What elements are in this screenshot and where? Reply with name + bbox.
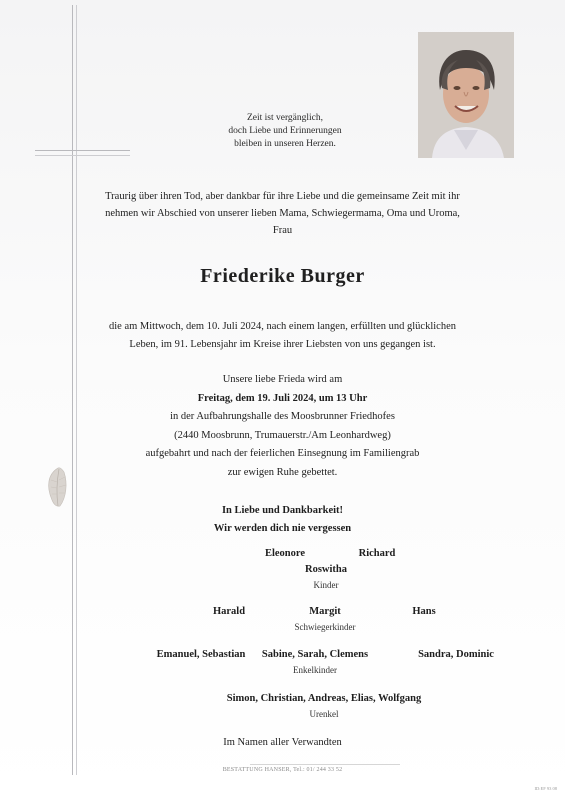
document-code: ID:EF 93 08 bbox=[534, 786, 557, 791]
relation-label: Urenkel bbox=[309, 709, 339, 719]
closing-words bbox=[0, 502, 565, 538]
signature-line: Im Namen aller Verwandten bbox=[223, 737, 342, 748]
mourner-name: Hans bbox=[412, 606, 436, 617]
portrait-photo bbox=[418, 32, 514, 158]
deceased-name: Friederike Burger bbox=[200, 265, 365, 287]
mourner-name: Emanuel, Sebastian bbox=[156, 649, 246, 660]
mourner-name: Margit bbox=[309, 606, 341, 617]
ceremony-info bbox=[0, 371, 565, 482]
closing-line: In Liebe und Dankbarkeit! bbox=[221, 505, 344, 516]
memorial-quote bbox=[195, 112, 375, 151]
mourner-name: Sandra, Dominic bbox=[418, 649, 494, 660]
intro-text: Traurig über ihren Tod, aber dankbar für ihre Liebe und die gemeinsame Zeit mit ihr nehmen wir Abschied von unserer lieben Mama, Schwiegermama, Oma und Uroma, Frau bbox=[105, 191, 460, 236]
mourner-name: Eleonore bbox=[264, 548, 306, 559]
closing-line: Wir werden dich nie vergessen bbox=[213, 523, 352, 534]
mourner-name: Sabine, Sarah, Clemens bbox=[261, 649, 369, 660]
ceremony-line: in der Aufbahrungshalle des Moosbrunner Friedhofes bbox=[170, 411, 395, 422]
footer-divider bbox=[250, 764, 400, 765]
ceremony-line: aufgebahrt und nach der feierlichen Einsegnung im Familiengrab bbox=[145, 448, 420, 459]
mourner-name: Simon, Christian, Andreas, Elias, Wolfgang bbox=[226, 693, 422, 704]
mourner-name: Roswitha bbox=[304, 564, 348, 575]
relation-label: Schwiegerkinder bbox=[294, 622, 356, 632]
cross-horizontal-line-inner bbox=[35, 155, 130, 156]
cross-horizontal-line bbox=[35, 150, 130, 151]
relation-label: Kinder bbox=[313, 580, 339, 590]
mourner-name: Harald bbox=[212, 606, 246, 617]
relation-label: Enkelkinder bbox=[293, 665, 337, 675]
ceremony-line: (2440 Moosbrunn, Trumauerstr./Am Leonhardweg) bbox=[174, 429, 391, 441]
mourner-name: Richard bbox=[358, 548, 396, 559]
ceremony-line: zur ewigen Ruhe gebettet. bbox=[227, 466, 338, 478]
ceremony-line: Unsere liebe Frieda wird am bbox=[222, 374, 343, 385]
passing-text: die am Mittwoch, dem 10. Juli 2024, nach einem langen, erfüllten und glücklichen Leben, im 91. Lebensjahr im Kreise ihrer Liebsten von uns gegangen ist. bbox=[109, 321, 456, 350]
quote-line: Zeit ist vergänglich, bbox=[246, 113, 324, 123]
funeral-home-info: BESTATTUNG HANSER, Tel.: 01/ 244 33 52 bbox=[222, 767, 343, 773]
quote-line: bleiben in unseren Herzen. bbox=[234, 139, 336, 149]
ceremony-date: Freitag, dem 19. Juli 2024, um 13 Uhr bbox=[197, 392, 368, 404]
quote-line: doch Liebe und Erinnerungen bbox=[228, 126, 342, 136]
